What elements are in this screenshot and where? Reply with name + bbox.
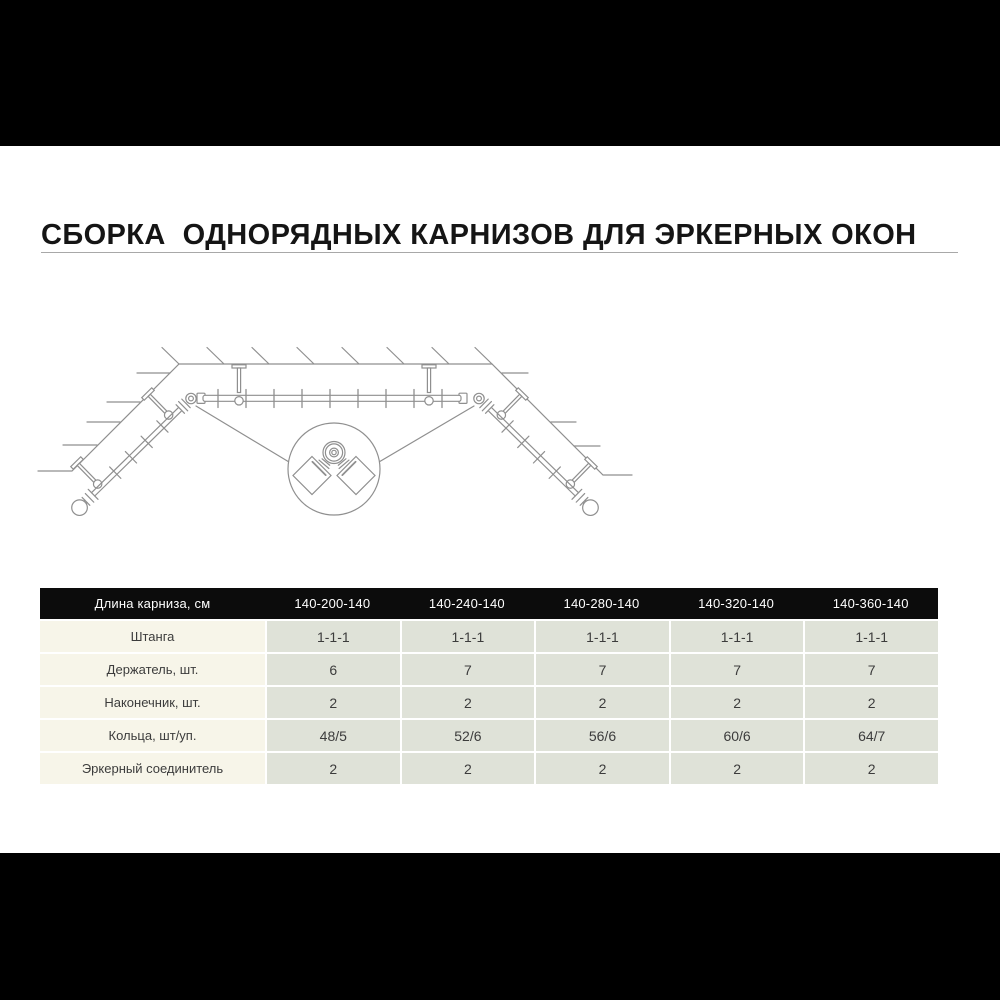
label-cell: Держатель, шт. [40, 654, 265, 685]
leader-line-left [196, 406, 289, 462]
header-cell: 140-240-140 [428, 596, 505, 611]
value-cell: 7 [402, 654, 535, 685]
label-cell: Кольца, шт/уп. [40, 720, 265, 751]
value-cell: 56/6 [536, 720, 669, 751]
value-cell: 52/6 [402, 720, 535, 751]
holder-grip [235, 397, 243, 405]
value-cell: 2 [671, 687, 804, 718]
spec-table-header [40, 588, 938, 619]
leader-line-right [379, 406, 474, 462]
header-cell: 140-320-140 [698, 596, 775, 611]
header-cell: 140-360-140 [832, 596, 909, 611]
value-cell: 2 [805, 753, 938, 784]
value-cell: 2 [671, 753, 804, 784]
label-cell: Эркерный соединитель [40, 753, 265, 784]
wall-hatching-right [502, 373, 600, 446]
value-cell: 6 [267, 654, 400, 685]
ceiling-bracket-left [232, 365, 246, 393]
value-cell: 2 [402, 687, 535, 718]
value-cell: 2 [267, 687, 400, 718]
wall-hatching-left [63, 373, 170, 445]
value-cell: 7 [536, 654, 669, 685]
label-cell: Штанга [40, 621, 265, 652]
page-title: СБОРКА ОДНОРЯДНЫХ КАРНИЗОВ ДЛЯ ЭРКЕРНЫХ ОКОН [41, 219, 917, 252]
bay-connector-detail [288, 423, 380, 515]
spec-table-body [40, 619, 938, 784]
value-cell: 2 [536, 753, 669, 784]
wall-hatching-top [162, 348, 492, 365]
value-cell: 2 [402, 753, 535, 784]
value-cell: 1-1-1 [805, 621, 938, 652]
spec-table [40, 588, 938, 784]
finial-ball-right [579, 497, 601, 519]
header-cell: 140-200-140 [294, 596, 371, 611]
ceiling-bracket-right [422, 365, 436, 393]
value-cell: 64/7 [805, 720, 938, 751]
corner-swivel-left [186, 393, 196, 403]
value-cell: 2 [267, 753, 400, 784]
value-cell: 1-1-1 [267, 621, 400, 652]
finial-ball-left [69, 497, 91, 519]
value-cell: 60/6 [671, 720, 804, 751]
header-cell: Длина карниза, см [94, 596, 211, 611]
value-cell: 48/5 [267, 720, 400, 751]
value-cell: 2 [805, 687, 938, 718]
wall-bracket-left-1 [142, 388, 177, 423]
corner-swivel-right [474, 393, 484, 403]
value-cell: 1-1-1 [671, 621, 804, 652]
header-cell: 140-280-140 [563, 596, 640, 611]
holder-grip [425, 397, 433, 405]
wall-bracket-right-2 [562, 457, 597, 492]
value-cell: 1-1-1 [402, 621, 535, 652]
value-cell: 1-1-1 [536, 621, 669, 652]
value-cell: 2 [536, 687, 669, 718]
value-cell: 7 [805, 654, 938, 685]
wall-bracket-left-2 [71, 457, 106, 492]
label-cell: Наконечник, шт. [40, 687, 265, 718]
wall-bracket-right-1 [493, 388, 528, 423]
value-cell: 7 [671, 654, 804, 685]
